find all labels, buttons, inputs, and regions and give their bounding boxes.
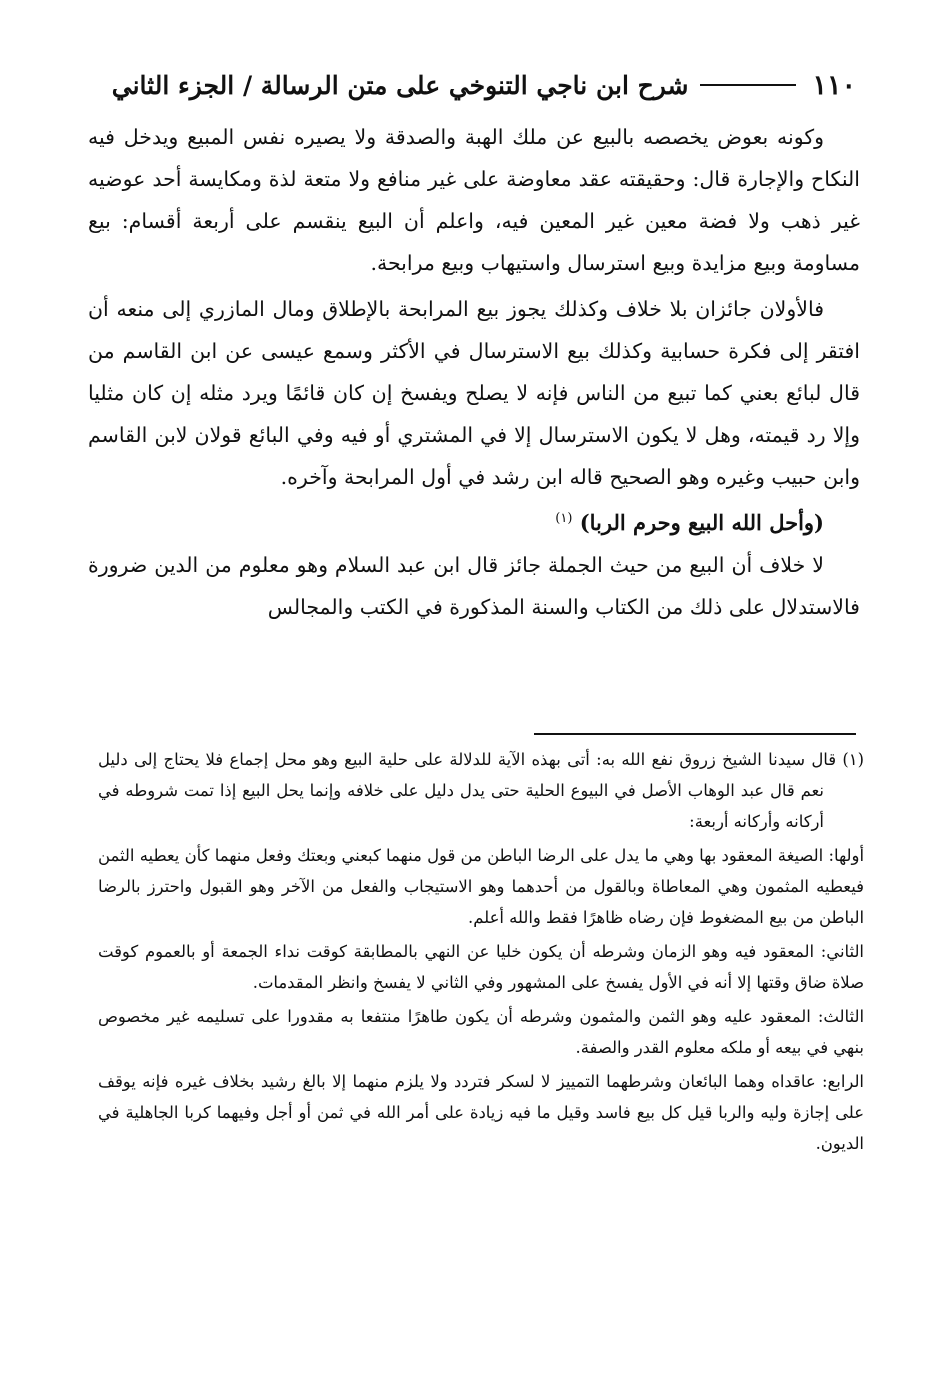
footnote-pillar-1: أولها: الصيغة المعقود بها وهي ما يدل على الرضا الباطن من قول منهما كبعني وبعتك وفعل منهما كأن يعطيه الثمن فيعطيه المثمون وهي المعاطاة وبالقول من أحدهما وهو الاستيجاب والفعل من الآخر وهو القبول واحترز بالرضا الباطن من بيع المضغوط فإن رضاه ظاهرًا فقط والله أعلم. — [98, 846, 864, 927]
footnotes — [98, 744, 864, 1162]
paragraph-1: وكونه بعوض يخصصه بالبيع عن ملك الهبة والصدقة ولا يصيره نفس المبيع ويدخل فيه النكاح والإجارة قال: وحقيقته عقد معاوضة على غير منافع ولا متعة لذة ومكايسة أحد عوضيه غير ذهب ولا فضة معين غير المعين فيه، واعلم أن البيع ينقسم على أربعة أقسام: بيع مساومة وبيع مزايدة وبيع استرسال واستيهاب وبيع مرابحة. — [88, 125, 860, 275]
footnote-separator — [534, 733, 856, 735]
footnote-pillar-2: الثاني: المعقود فيه وهو الزمان وشرطه أن يكون خليا عن النهي بالمطابقة كوقت نداء الجمعة أو بالعموم كوقت صلاة ضاق وقتها إلا أنه في الأول يفسخ على المشهور وفي الثاني لا يفسخ وانظر المقدمات. — [98, 942, 864, 992]
footnote-reference: (١) — [555, 511, 573, 526]
footnote-pillar-4: الرابع: عاقداه وهما البائعان وشرطهما التمييز لا لسكر فتردد ولا يلزم منهما إلا بالغ رشيد بخلاف غيره فإنه يوقف على إجازة وليه والربا قيل كل بيع فاسد وقيل ما فيه زيادة على أمر الله في ثمن أو أجل وفيهما كربا الجاهلية في الديون. — [98, 1072, 864, 1153]
header-rule — [700, 84, 796, 86]
page-number: ١١٠ — [812, 69, 856, 101]
footnote-pillar-3: الثالث: المعقود عليه وهو الثمن والمثمون وشرطه أن يكون طاهرًا منتفعا به مقدورا على تسليمه غير مخصوص بنهي في بيعه أو ملكه معلوم القدر والصفة. — [98, 1007, 864, 1057]
footnote-1: (١) قال سيدنا الشيخ زروق نفع الله به: أتى بهذه الآية للدلالة على حلية البيع وهو محل إجماع فلا يحتاج إلى دليل نعم قال عبد الوهاب الأصل في البيوع الحلية حتى يدل دليل على خلافه وإنما يحل البيع إذا تمت شروطه في أركانه وأركانه أربعة: — [98, 750, 864, 831]
quote-text: (وأحل الله البيع وحرم الربا) — [579, 510, 824, 535]
paragraph-3: لا خلاف أن البيع من حيث الجملة جائز قال ابن عبد السلام وهو معلوم من الدين ضرورة فالاستدلال على ذلك من الكتاب والسنة المذكورة في الكتب والمجالس — [88, 553, 860, 619]
running-title: شرح ابن ناجي التنوخي على متن الرسالة / الجزء الثاني — [111, 70, 689, 100]
paragraph-2: فالأولان جائزان بلا خلاف وكذلك يجوز بيع المرابحة بالإطلاق ومال المازري إلى منعه أن افتقر إلى فكرة حسابية وكذلك بيع الاسترسال في الأكثر وسمع عيسى عن ابن القاسم من قال لبائع بعني كما تبيع من الناس فإنه لا يصلح ويفسخ إن كان قائمًا ويرد مثله إن كان مثليا وإلا رد قيمته، وهل لا يكون الاسترسال إلا في المشتري أو فيه وفي البائع قولان لابن القاسم وابن حبيب وغيره وهو الصحيح قاله ابن رشد في أول المرابحة وآخره. — [88, 297, 860, 489]
main-text — [88, 116, 860, 628]
matn-quote — [88, 498, 860, 544]
running-header — [92, 66, 856, 104]
